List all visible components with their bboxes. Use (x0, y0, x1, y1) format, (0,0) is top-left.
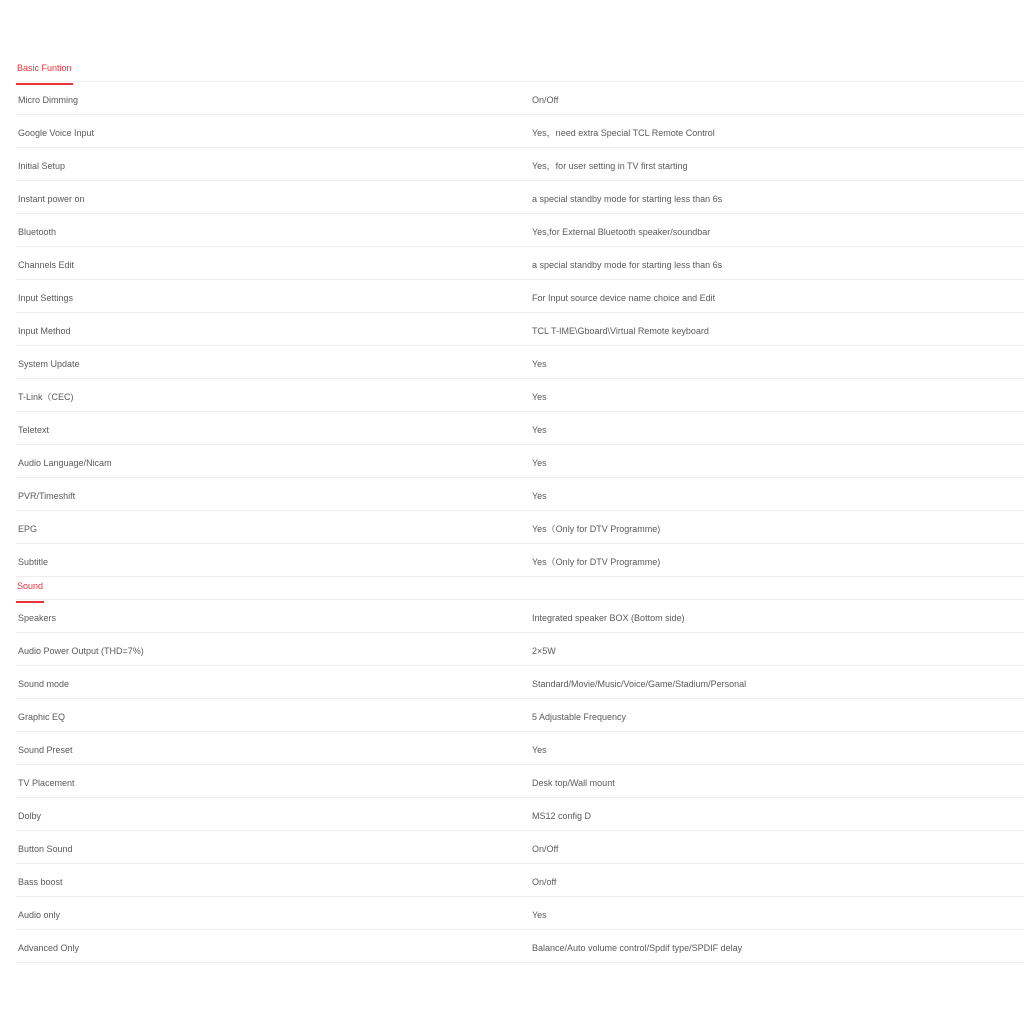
spec-value: Yes (532, 745, 547, 755)
spec-value: Yes (532, 425, 547, 435)
spec-row (16, 511, 1024, 544)
spec-label: Graphic EQ (18, 712, 66, 722)
spec-row (16, 864, 1024, 897)
spec-label: Initial Setup (18, 161, 66, 171)
spec-row (16, 897, 1024, 930)
spec-label: EPG (18, 524, 38, 534)
spec-row (16, 346, 1024, 379)
spec-value: On/Off (532, 844, 559, 854)
spec-row (16, 600, 1024, 633)
spec-row (16, 544, 1024, 577)
spec-value: Yes，for user setting in TV first starting (532, 161, 688, 171)
spec-value: Yes,for External Bluetooth speaker/soundbar (532, 227, 711, 237)
spec-label: Google Voice Input (18, 128, 95, 138)
spec-label: Sound Preset (18, 745, 73, 755)
spec-label: Input Method (18, 326, 71, 336)
spec-label: Audio only (18, 910, 61, 920)
spec-label: Channels Edit (18, 260, 75, 270)
spec-section-sound (16, 576, 1024, 963)
spec-value: Yes，need extra Special TCL Remote Control (532, 128, 715, 138)
spec-row (16, 115, 1024, 148)
spec-label: Input Settings (18, 293, 74, 303)
spec-value: Desk top/Wall mount (532, 778, 615, 788)
spec-value: Yes (532, 359, 547, 369)
spec-row (16, 633, 1024, 666)
tab-basic-function[interactable]: Basic Funtion (16, 61, 73, 84)
tab-sound[interactable]: Sound (16, 579, 44, 602)
section-tab-bar (16, 576, 1024, 600)
spec-label: Audio Power Output (THD=7%) (18, 646, 144, 656)
spec-value: Yes（Only for DTV Programme) (532, 557, 661, 567)
spec-value: On/Off (532, 95, 559, 105)
spec-row (16, 699, 1024, 732)
spec-value: Yes (532, 392, 547, 402)
spec-label: TV Placement (18, 778, 75, 788)
spec-row (16, 379, 1024, 412)
spec-label: Teletext (18, 425, 50, 435)
spec-value: For Input source device name choice and Edit (532, 293, 716, 303)
spec-value: TCL T-IME\Gboard\Virtual Remote keyboard (532, 326, 709, 336)
spec-value: Standard/Movie/Music/Voice/Game/Stadium/Personal (532, 679, 747, 689)
spec-label: Sound mode (18, 679, 70, 689)
spec-label: Bluetooth (18, 227, 57, 237)
spec-label: Advanced Only (18, 943, 80, 953)
spec-row (16, 82, 1024, 115)
spec-row (16, 313, 1024, 346)
spec-row (16, 412, 1024, 445)
spec-row (16, 930, 1024, 963)
spec-row (16, 181, 1024, 214)
spec-row (16, 765, 1024, 798)
spec-value: Yes (532, 458, 547, 468)
spec-label: Bass boost (18, 877, 63, 887)
spec-label: Subtitle (18, 557, 49, 567)
spec-row (16, 214, 1024, 247)
spec-label: Speakers (18, 613, 57, 623)
spec-row (16, 798, 1024, 831)
spec-value: 5 Adjustable Frequency (532, 712, 627, 722)
spec-value: 2×5W (532, 646, 556, 656)
spec-value: a special standby mode for starting less than 6s (532, 260, 723, 270)
spec-row (16, 280, 1024, 313)
spec-value: Balance/Auto volume control/Spdif type/SPDIF delay (532, 943, 743, 953)
spec-row (16, 445, 1024, 478)
spec-section-basic-function (16, 58, 1024, 577)
spec-row (16, 666, 1024, 699)
spec-value: On/off (532, 877, 557, 887)
spec-label: Button Sound (18, 844, 73, 854)
spec-label: PVR/Timeshift (18, 491, 76, 501)
spec-value: Yes (532, 910, 547, 920)
spec-value: Yes (532, 491, 547, 501)
spec-row (16, 732, 1024, 765)
spec-row (16, 148, 1024, 181)
spec-label: Dolby (18, 811, 42, 821)
spec-label: Micro Dimming (18, 95, 79, 105)
spec-label: Audio Language/Nicam (18, 458, 112, 468)
spec-value: Integrated speaker BOX (Bottom side) (532, 613, 685, 623)
spec-row (16, 831, 1024, 864)
spec-row (16, 478, 1024, 511)
spec-value: MS12 config D (532, 811, 592, 821)
spec-row (16, 247, 1024, 280)
spec-label: System Update (18, 359, 80, 369)
spec-value: Yes（Only for DTV Programme) (532, 524, 661, 534)
spec-label: Instant power on (18, 194, 85, 204)
spec-label: T-Link（CEC) (18, 392, 74, 402)
spec-value: a special standby mode for starting less than 6s (532, 194, 723, 204)
section-tab-bar (16, 58, 1024, 82)
